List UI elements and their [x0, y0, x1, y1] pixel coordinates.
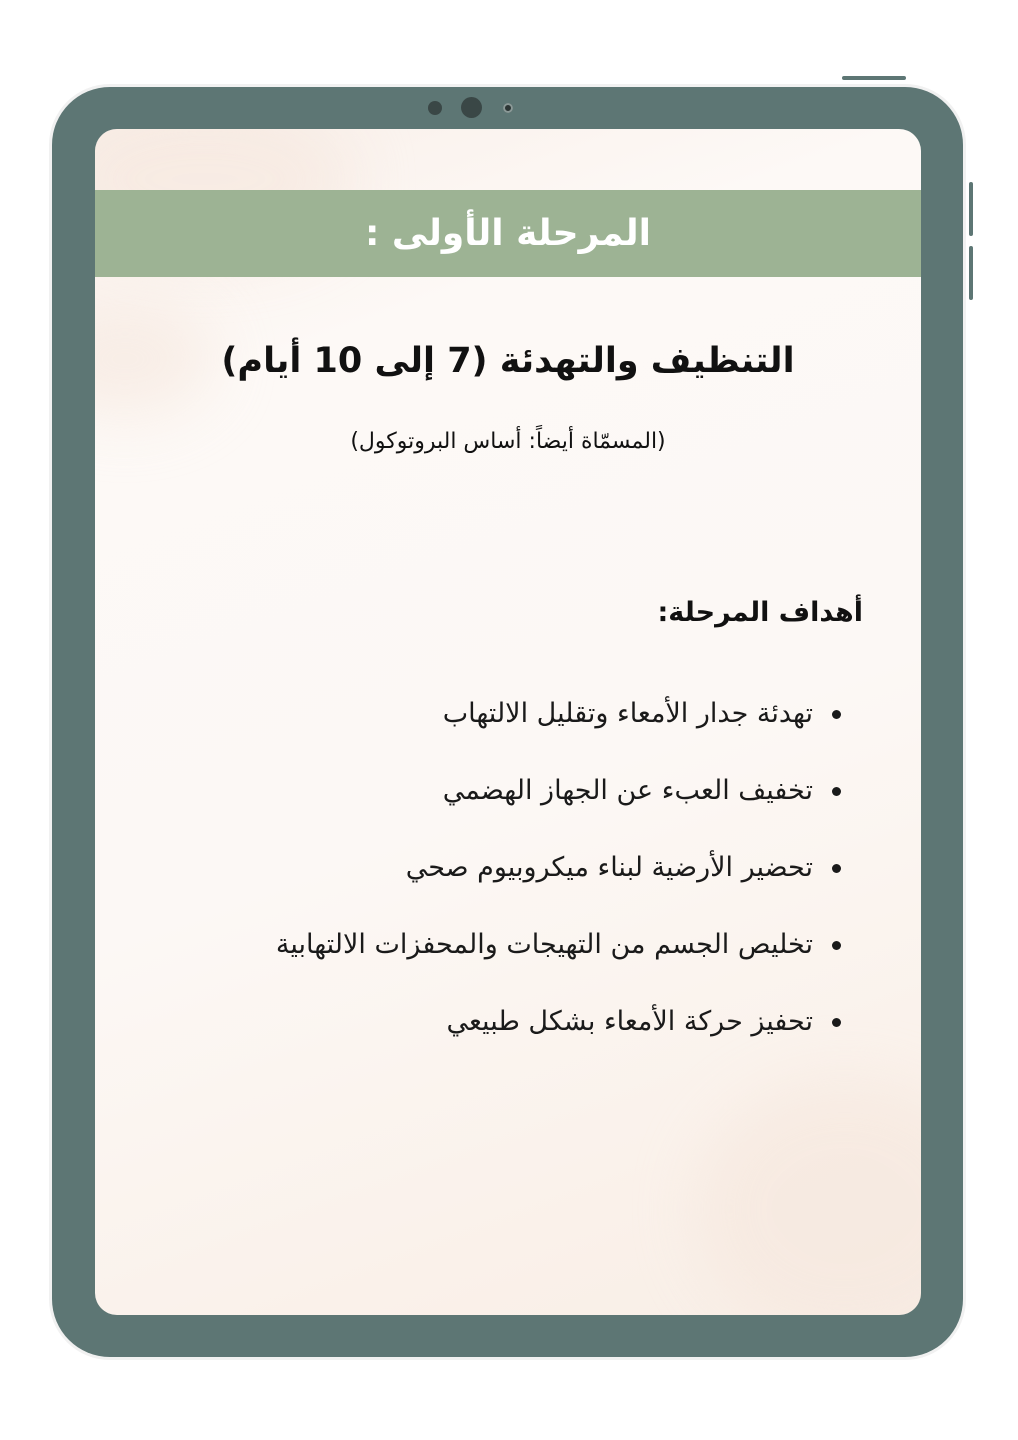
phase-title: التنظيف والتهدئة (7 إلى 10 أيام) [221, 341, 795, 381]
camera-sensor-right [503, 103, 513, 113]
goals-list [276, 689, 841, 1074]
banner-title: المرحلة الأولى : [364, 213, 651, 254]
camera-sensor-left [428, 101, 442, 115]
list-item: تحفيز حركة الأمعاء بشكل طبيعي [276, 997, 841, 1074]
phase-subtitle: (المسمّاة أيضاً: أساس البروتوكول) [350, 429, 666, 454]
list-item: تخفيف العبء عن الجهاز الهضمي [276, 766, 841, 843]
list-item: تهدئة جدار الأمعاء وتقليل الالتهاب [276, 689, 841, 766]
tablet-screen [95, 129, 921, 1315]
phase-banner [95, 190, 921, 277]
goals-heading: أهداف المرحلة: [657, 597, 863, 628]
tablet-volume-up-button [969, 182, 973, 236]
tablet-power-button [842, 76, 906, 80]
background-blob [695, 1079, 921, 1315]
list-item: تخليص الجسم من التهيجات والمحفزات الالتهابية [276, 920, 841, 997]
camera-lens [461, 97, 482, 118]
list-item: تحضير الأرضية لبناء ميكروبيوم صحي [276, 843, 841, 920]
tablet-volume-down-button [969, 246, 973, 300]
